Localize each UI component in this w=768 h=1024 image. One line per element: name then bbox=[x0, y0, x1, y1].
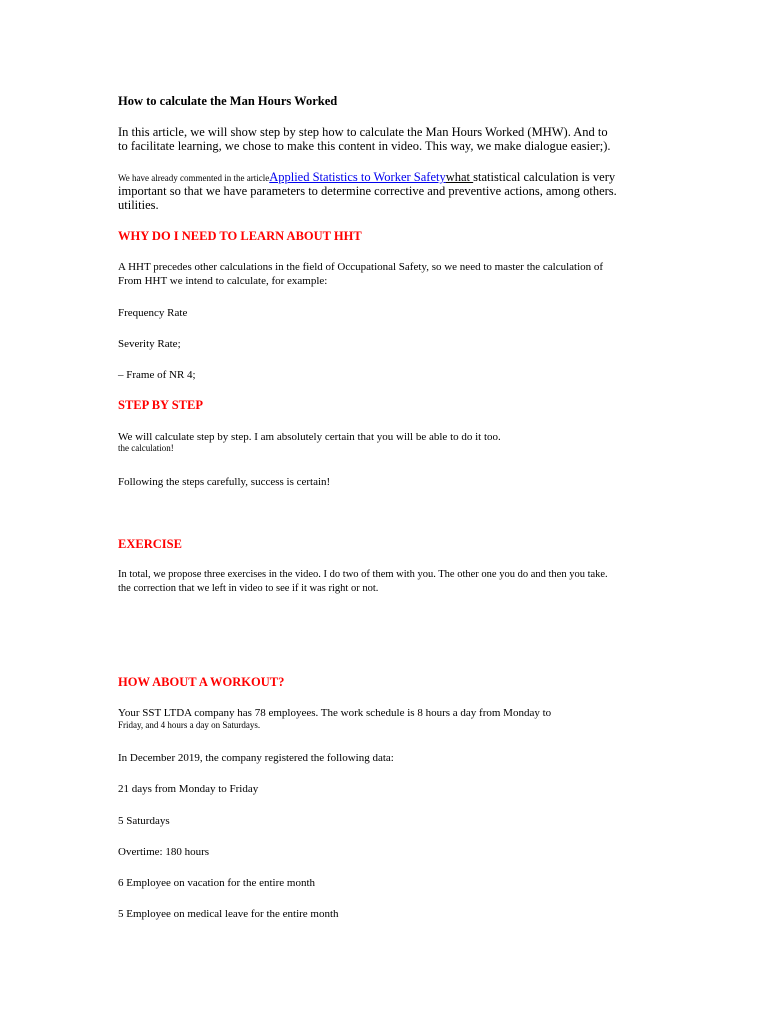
why-line-1: A HHT precedes other calculations in the field of Occupational Safety, so we need to master the calculation of bbox=[118, 261, 604, 273]
list-item-severity-rate: Severity Rate; bbox=[118, 338, 181, 350]
heading-step-by-step: STEP BY STEP bbox=[118, 398, 203, 412]
list-item-frequency-rate: Frequency Rate bbox=[118, 307, 188, 319]
commented-line-2: important so that we have parameters to determine corrective and preventive actions, among others. bbox=[118, 184, 617, 198]
commented-rest: statistical calculation is very bbox=[473, 170, 616, 184]
intro-line-1: In this article, we will show step by step how to calculate the Man Hours Worked (MHW). And to bbox=[118, 125, 608, 139]
document-title: How to calculate the Man Hours Worked bbox=[118, 94, 338, 108]
why-line-2: From HHT we intend to calculate, for example: bbox=[118, 275, 328, 287]
commented-link-tail: what bbox=[445, 170, 474, 184]
heading-exercise: EXERCISE bbox=[118, 537, 182, 551]
data-item-overtime: Overtime: 180 hours bbox=[118, 846, 210, 858]
workout-line-2: Friday, and 4 hours a day on Saturdays. bbox=[118, 720, 261, 730]
commented-line-3: utilities. bbox=[118, 198, 159, 212]
data-item-weekdays: 21 days from Monday to Friday bbox=[118, 783, 259, 795]
workout-data-intro: In December 2019, the company registered the following data: bbox=[118, 752, 394, 764]
heading-workout: HOW ABOUT A WORKOUT? bbox=[118, 675, 285, 689]
data-item-saturdays: 5 Saturdays bbox=[118, 815, 170, 827]
data-item-medical-leave: 5 Employee on medical leave for the entire month bbox=[118, 908, 339, 920]
list-item-frame-nr4: – Frame of NR 4; bbox=[118, 369, 196, 381]
data-item-vacation: 6 Employee on vacation for the entire month bbox=[118, 877, 316, 889]
exercise-line-2: the correction that we left in video to see if it was right or not. bbox=[118, 583, 379, 594]
step-line-2: the calculation! bbox=[118, 443, 174, 453]
exercise-line-1: In total, we propose three exercises in the video. I do two of them with you. The other one you do and then you take. bbox=[118, 569, 608, 580]
commented-paragraph-line-1 bbox=[118, 170, 615, 185]
applied-statistics-link[interactable]: Applied Statistics to Worker Safety bbox=[269, 170, 446, 184]
workout-line-1: Your SST LTDA company has 78 employees. The work schedule is 8 hours a day from Monday to bbox=[118, 707, 552, 719]
heading-why-learn-hht: WHY DO I NEED TO LEARN ABOUT HHT bbox=[118, 229, 362, 243]
step-line-1: We will calculate step by step. I am absolutely certain that you will be able to do it too. bbox=[118, 431, 501, 443]
commented-prefix: We have already commented in the article bbox=[118, 173, 270, 183]
intro-line-2: to facilitate learning, we chose to make this content in video. This way, we make dialogue easier;). bbox=[118, 139, 611, 153]
step-line-3: Following the steps carefully, success is certain! bbox=[118, 476, 331, 488]
